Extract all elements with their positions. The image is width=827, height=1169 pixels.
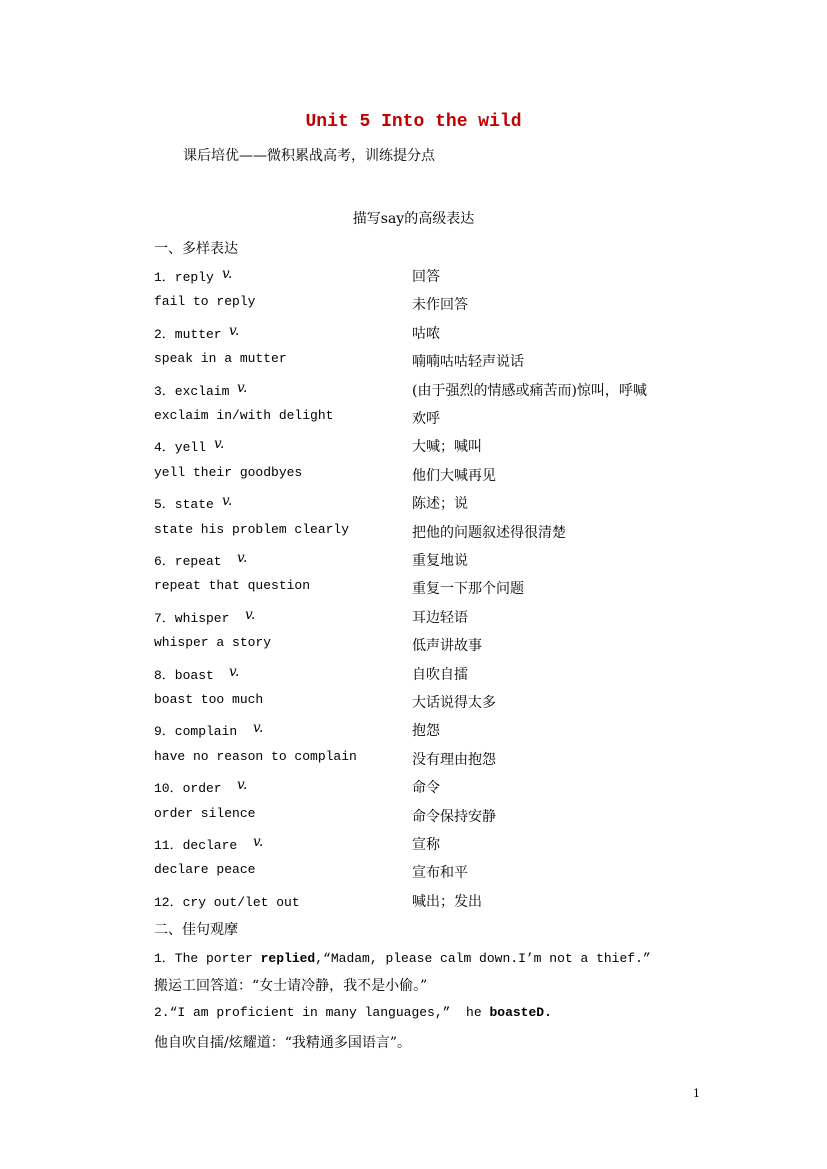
vocab-row [154,607,714,629]
vocab-part-of-speech: v. [229,663,240,680]
document-subtitle: 课后培优——微积累战高考，训练提分点 [183,148,435,164]
page-number: 1 [693,1087,700,1100]
vocab-chinese: 把他的问题叙述得很清楚 [412,524,566,541]
example-2-translation: 他自吹自擂/炫耀道：“我精通多国语言”。 [154,1035,412,1051]
example-1-post: ,“Madam, please calm down.I’m not a thief.” [315,951,651,966]
vocab-row [154,635,714,657]
vocab-chinese: 未作回答 [412,297,468,314]
vocab-english: 3．exclaim [154,383,238,399]
vocab-english: 9．complain [154,724,253,740]
example-1-pre: 1．The porter [154,951,261,966]
vocab-chinese: 命令保持安静 [412,808,496,825]
vocab-english: yell their goodbyes [154,464,303,480]
vocab-row [154,408,714,430]
vocab-english: 10．order [154,781,238,797]
vocab-english: state his problem clearly [154,521,350,537]
vocab-chinese: 耳边轻语 [412,609,468,626]
vocab-chinese: (由于强烈的情感或痛苦而)惊叫，呼喊 [412,382,647,399]
vocab-english: order silence [154,805,256,821]
vocab-chinese: 自吹自擂 [412,666,468,683]
vocab-english: 8．boast [154,667,230,683]
vocab-english: speak in a mutter [154,351,287,367]
vocab-row [154,465,714,487]
vocab-part-of-speech: v. [222,266,233,282]
vocab-english: boast too much [154,692,264,707]
vocab-part-of-speech: v. [237,777,248,794]
vocab-english: 1．reply [154,270,222,285]
vocab-row [154,806,714,828]
vocab-english: 11．declare [154,838,253,853]
vocab-row [154,323,714,345]
example-1-keyword: replied [260,951,316,966]
vocab-row [154,749,714,771]
vocab-chinese: 大话说得太多 [412,695,496,711]
vocab-chinese: 宣称 [412,837,440,853]
vocab-english: whisper a story [154,635,272,651]
vocab-row [154,294,714,316]
vocab-part-of-speech: v. [222,493,233,510]
document-title: Unit 5 Into the wild [305,112,522,132]
example-1-translation: 搬运工回答道：“女士请冷静，我不是小偷。” [154,978,428,994]
vocab-chinese: 喃喃咕咕轻声说话 [412,354,524,371]
vocab-row [154,891,714,913]
vocab-english: 2．mutter [154,326,230,342]
part2-heading: 二、佳句观摩 [154,922,238,938]
vocab-chinese: 咕哝 [412,325,440,342]
vocab-row [154,664,714,686]
vocab-part-of-speech: v. [253,720,264,737]
vocab-chinese: 宣布和平 [412,865,468,882]
vocab-english: repeat that question [154,578,311,594]
example-2-pre: 2.“I am proficient in many languages,” he [154,1005,490,1020]
example-2 [154,1004,552,1020]
vocab-row [154,777,714,799]
vocab-chinese: 陈述；说 [412,496,468,513]
vocab-chinese: 喊出；发出 [412,893,482,910]
vocab-english: 12．cry out/let out [154,894,300,910]
vocab-chinese: 他们大喊再见 [412,467,496,484]
vocab-row [154,720,714,742]
part1-heading: 一、多样表达 [154,241,238,257]
vocab-chinese: 重复地说 [412,553,468,569]
vocab-row [154,493,714,515]
vocab-row [154,351,714,373]
vocab-row [154,266,714,288]
vocab-row [154,550,714,572]
vocab-row [154,522,714,544]
vocab-row [154,578,714,600]
vocab-chinese: 命令 [412,780,440,797]
vocab-row [154,380,714,402]
vocab-chinese: 重复一下那个问题 [412,581,524,598]
vocab-english: 5．state [154,497,222,513]
vocab-english: 7．whisper [154,610,246,626]
vocab-english: declare peace [154,862,256,878]
vocab-part-of-speech: v. [253,834,264,850]
example-2-keyword: boasteD. [489,1005,552,1020]
vocab-part-of-speech: v. [237,550,248,566]
vocab-row [154,436,714,458]
vocab-english: exclaim in/with delight [154,408,334,423]
vocab-part-of-speech: v. [245,606,256,623]
vocab-english: 4．yell [154,440,214,456]
vocab-english: 6．repeat [154,554,238,569]
vocab-chinese: 抱怨 [412,723,440,740]
vocab-chinese: 欢呼 [412,411,440,427]
section-title: 描写say的高级表达 [352,211,475,227]
example-1 [154,947,651,966]
vocab-part-of-speech: v. [237,379,248,396]
vocab-english: fail to reply [154,294,256,310]
vocab-english: have no reason to complain [154,748,357,764]
vocab-chinese: 回答 [412,269,440,285]
vocab-part-of-speech: v. [229,322,240,339]
vocab-chinese: 低声讲故事 [412,638,482,655]
vocab-row [154,862,714,884]
vocab-row [154,834,714,856]
vocab-part-of-speech: v. [214,436,225,453]
vocab-chinese: 没有理由抱怨 [412,751,496,768]
vocab-row [154,692,714,714]
vocab-chinese: 大喊；喊叫 [412,439,482,456]
